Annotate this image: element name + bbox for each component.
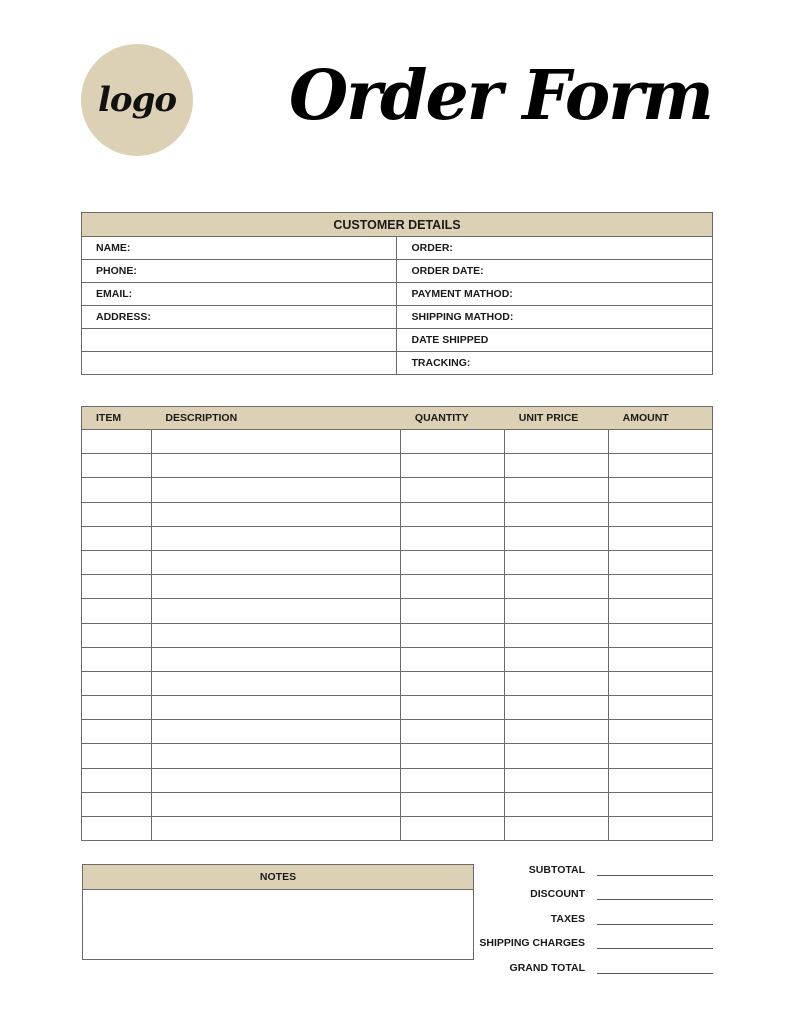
quantity-cell[interactable] <box>401 454 505 478</box>
table-row <box>82 696 713 720</box>
quantity-cell[interactable] <box>401 478 505 502</box>
grand-total-line[interactable] <box>597 961 713 974</box>
order-date-field[interactable]: ORDER DATE: <box>397 260 713 283</box>
unit-price-cell[interactable] <box>505 526 609 550</box>
amount-cell[interactable] <box>609 454 713 478</box>
item-cell[interactable] <box>82 478 152 502</box>
amount-cell[interactable] <box>609 430 713 454</box>
description-cell[interactable] <box>151 526 401 550</box>
quantity-cell[interactable] <box>401 575 505 599</box>
amount-cell[interactable] <box>609 599 713 623</box>
col-quantity: QUANTITY <box>401 407 505 430</box>
quantity-cell[interactable] <box>401 623 505 647</box>
item-cell[interactable] <box>82 502 152 526</box>
taxes-row <box>470 901 713 926</box>
item-cell[interactable] <box>82 817 152 841</box>
table-row <box>82 478 713 502</box>
description-cell[interactable] <box>151 817 401 841</box>
amount-cell[interactable] <box>609 478 713 502</box>
shipping-charges-line[interactable] <box>597 936 713 949</box>
item-cell[interactable] <box>82 671 152 695</box>
discount-label: DISCOUNT <box>530 888 585 900</box>
amount-cell[interactable] <box>609 575 713 599</box>
quantity-cell[interactable] <box>401 599 505 623</box>
payment-method-field[interactable]: PAYMENT MATHOD: <box>397 283 713 306</box>
unit-price-cell[interactable] <box>505 744 609 768</box>
table-row <box>82 647 713 671</box>
table-row <box>82 671 713 695</box>
table-row <box>82 599 713 623</box>
discount-line[interactable] <box>597 887 713 900</box>
shipping-method-field[interactable]: SHIPPING MATHOD: <box>397 306 713 329</box>
description-cell[interactable] <box>151 430 401 454</box>
description-cell[interactable] <box>151 696 401 720</box>
description-cell[interactable] <box>151 575 401 599</box>
taxes-line[interactable] <box>597 912 713 925</box>
notes-heading: NOTES <box>83 865 473 890</box>
item-cell[interactable] <box>82 720 152 744</box>
unit-price-cell[interactable] <box>505 817 609 841</box>
item-cell[interactable] <box>82 744 152 768</box>
amount-cell[interactable] <box>609 817 713 841</box>
item-cell[interactable] <box>82 575 152 599</box>
phone-field[interactable]: PHONE: <box>82 260 397 283</box>
logo-text: logo <box>97 80 177 120</box>
page-title: Order Form <box>288 56 712 136</box>
totals-block <box>470 852 713 975</box>
table-row <box>82 454 713 478</box>
quantity-cell[interactable] <box>401 720 505 744</box>
date-shipped-field[interactable]: DATE SHIPPED <box>397 329 713 352</box>
grand-total-row <box>470 950 713 975</box>
col-item: ITEM <box>82 407 152 430</box>
subtotal-row <box>470 852 713 877</box>
quantity-cell[interactable] <box>401 792 505 816</box>
unit-price-cell[interactable] <box>505 575 609 599</box>
amount-cell[interactable] <box>609 502 713 526</box>
amount-cell[interactable] <box>609 671 713 695</box>
quantity-cell[interactable] <box>401 696 505 720</box>
quantity-cell[interactable] <box>401 744 505 768</box>
unit-price-cell[interactable] <box>505 502 609 526</box>
quantity-cell[interactable] <box>401 550 505 574</box>
col-unit-price: UNIT PRICE <box>505 407 609 430</box>
col-amount: AMOUNT <box>609 407 713 430</box>
quantity-cell[interactable] <box>401 671 505 695</box>
shipping-charges-row <box>470 926 713 951</box>
quantity-cell[interactable] <box>401 430 505 454</box>
unit-price-cell[interactable] <box>505 720 609 744</box>
amount-cell[interactable] <box>609 792 713 816</box>
logo-placeholder <box>81 44 193 156</box>
address-line-3[interactable] <box>82 352 397 375</box>
description-cell[interactable] <box>151 478 401 502</box>
unit-price-cell[interactable] <box>505 478 609 502</box>
description-cell[interactable] <box>151 454 401 478</box>
table-row <box>82 575 713 599</box>
quantity-cell[interactable] <box>401 647 505 671</box>
unit-price-cell[interactable] <box>505 623 609 647</box>
item-cell[interactable] <box>82 599 152 623</box>
notes-box[interactable] <box>82 864 474 960</box>
table-row <box>82 550 713 574</box>
amount-cell[interactable] <box>609 696 713 720</box>
description-cell[interactable] <box>151 768 401 792</box>
amount-cell[interactable] <box>609 550 713 574</box>
description-cell[interactable] <box>151 671 401 695</box>
subtotal-line[interactable] <box>597 863 713 876</box>
amount-cell[interactable] <box>609 720 713 744</box>
table-row <box>82 502 713 526</box>
item-cell[interactable] <box>82 430 152 454</box>
amount-cell[interactable] <box>609 526 713 550</box>
item-cell[interactable] <box>82 647 152 671</box>
address-field[interactable]: ADDRESS: <box>82 306 397 329</box>
unit-price-cell[interactable] <box>505 430 609 454</box>
order-field[interactable]: ORDER: <box>397 237 713 260</box>
unit-price-cell[interactable] <box>505 647 609 671</box>
item-cell[interactable] <box>82 768 152 792</box>
discount-row <box>470 877 713 902</box>
unit-price-cell[interactable] <box>505 671 609 695</box>
unit-price-cell[interactable] <box>505 696 609 720</box>
amount-cell[interactable] <box>609 647 713 671</box>
quantity-cell[interactable] <box>401 526 505 550</box>
unit-price-cell[interactable] <box>505 454 609 478</box>
unit-price-cell[interactable] <box>505 768 609 792</box>
table-row <box>82 768 713 792</box>
table-row <box>82 792 713 816</box>
quantity-cell[interactable] <box>401 768 505 792</box>
table-row <box>82 720 713 744</box>
name-field[interactable]: NAME: <box>82 237 397 260</box>
unit-price-cell[interactable] <box>505 792 609 816</box>
unit-price-cell[interactable] <box>505 550 609 574</box>
customer-details-heading: CUSTOMER DETAILS <box>82 213 713 237</box>
table-row <box>82 623 713 647</box>
description-cell[interactable] <box>151 647 401 671</box>
item-cell[interactable] <box>82 454 152 478</box>
item-cell[interactable] <box>82 623 152 647</box>
customer-details-table <box>81 212 713 375</box>
description-cell[interactable] <box>151 599 401 623</box>
description-cell[interactable] <box>151 720 401 744</box>
unit-price-cell[interactable] <box>505 599 609 623</box>
email-field[interactable]: EMAIL: <box>82 283 397 306</box>
item-cell[interactable] <box>82 550 152 574</box>
table-row <box>82 744 713 768</box>
description-cell[interactable] <box>151 623 401 647</box>
amount-cell[interactable] <box>609 623 713 647</box>
amount-cell[interactable] <box>609 768 713 792</box>
table-row <box>82 430 713 454</box>
tracking-field[interactable]: TRACKING: <box>397 352 713 375</box>
table-row <box>82 817 713 841</box>
shipping-charges-label: SHIPPING CHARGES <box>479 937 585 949</box>
item-cell[interactable] <box>82 696 152 720</box>
item-cell[interactable] <box>82 792 152 816</box>
address-line-2[interactable] <box>82 329 397 352</box>
description-cell[interactable] <box>151 792 401 816</box>
description-cell[interactable] <box>151 502 401 526</box>
items-table <box>81 406 713 841</box>
subtotal-label: SUBTOTAL <box>528 863 585 876</box>
taxes-label: TAXES <box>550 912 585 925</box>
item-cell[interactable] <box>82 526 152 550</box>
description-cell[interactable] <box>151 550 401 574</box>
col-description: DESCRIPTION <box>151 407 401 430</box>
quantity-cell[interactable] <box>401 817 505 841</box>
amount-cell[interactable] <box>609 744 713 768</box>
table-row <box>82 526 713 550</box>
description-cell[interactable] <box>151 744 401 768</box>
grand-total-label: GRAND TOTAL <box>509 961 585 974</box>
quantity-cell[interactable] <box>401 502 505 526</box>
